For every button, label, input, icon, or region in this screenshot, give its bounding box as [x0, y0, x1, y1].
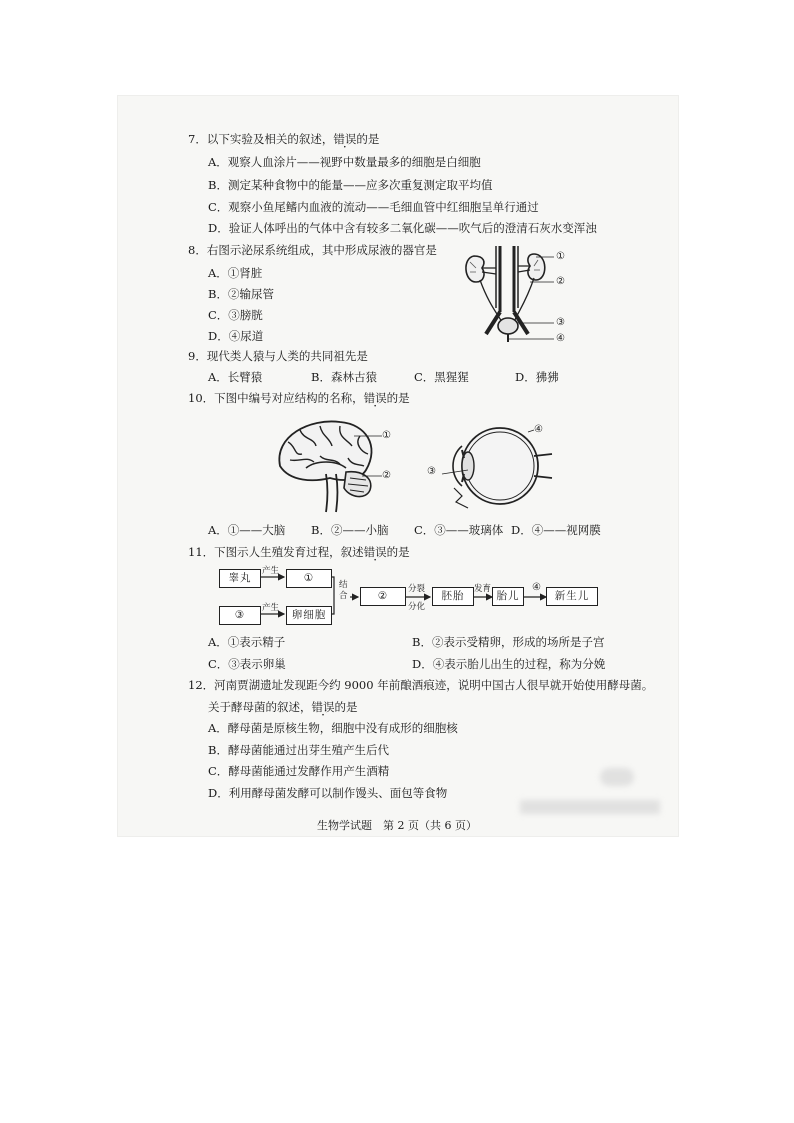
flow-develop-label: 发育	[474, 584, 492, 594]
q7-stem	[188, 131, 379, 147]
eye-label-3: ③	[427, 466, 436, 477]
q10-stem-emphasis: 错误	[363, 391, 387, 405]
q7-stem-end: 的是	[356, 132, 380, 146]
urinary-label-2: ②	[556, 276, 565, 287]
flow-sperm-box: ①	[286, 569, 332, 588]
flow-step4-label: ④	[532, 582, 541, 593]
q12-stem-text: 关于酵母菌的叙述，	[208, 700, 312, 714]
q10-stem-text: 10．下图中编号对应结构的名称，	[188, 391, 364, 405]
brain-label-2: ②	[382, 470, 391, 481]
q12-option-c: C．酵母菌能通过发酵作用产生酒精	[208, 764, 390, 778]
q7-stem-emphasis: 错误	[333, 132, 357, 146]
flow-fetus-box: 胎儿	[492, 587, 524, 606]
q9-stem: 9．现代类人猿与人类的共同祖先是	[188, 349, 368, 363]
urinary-label-4: ④	[556, 333, 565, 344]
brain-label-1: ①	[382, 430, 391, 441]
flow-ovary-box: ③	[219, 606, 261, 625]
q11-stem-text: 11．下图示人生殖发育过程，叙述	[188, 545, 364, 559]
flow-testis-box: 睾丸	[219, 569, 261, 588]
q11-option-b: B．②表示受精卵，形成的场所是子宫	[412, 635, 605, 649]
q12-stem-line1: 12．河南贾湖遗址发现距今约 9000 年前酿酒痕迹，说明中国古人很早就开始使用酵母菌。	[188, 678, 654, 692]
q10-stem-end: 的是	[386, 391, 410, 405]
q12-option-a: A．酵母菌是原核生物，细胞中没有成形的细胞核	[208, 721, 458, 735]
q7-option-a: A．观察人血涂片——视野中数量最多的细胞是白细胞	[208, 155, 481, 169]
q8-option-b: B．②输尿管	[208, 287, 274, 301]
flow-newborn-box: 新生儿	[546, 587, 598, 606]
brain-figure	[270, 416, 400, 516]
urinary-label-1: ①	[556, 251, 565, 262]
flow-egg-box: 卵细胞	[286, 606, 332, 625]
q12-stem-end: 的是	[334, 700, 358, 714]
page-footer: 生物学试题 第 2 页（共 6 页）	[317, 819, 477, 832]
q12-stem-emphasis: 错误	[311, 700, 335, 714]
q7-option-d: D．验证人体呼出的气体中含有较多二氧化碳——吹气后的澄清石灰水变浑浊	[208, 221, 597, 235]
q10-stem	[188, 390, 410, 406]
blurred-mark-1	[600, 768, 634, 786]
q10-option-a: A．①——大脑	[208, 523, 286, 537]
blurred-mark-2	[520, 800, 660, 814]
q9-option-d: D．狒狒	[515, 370, 559, 384]
urinary-label-3: ③	[556, 317, 565, 328]
q11-stem	[188, 544, 410, 560]
q7-option-c: C．观察小鱼尾鳍内血液的流动——毛细血管中红细胞呈单行通过	[208, 200, 539, 214]
q7-option-b: B．测定某种食物中的能量——应多次重复测定取平均值	[208, 178, 493, 192]
flow-differentiate-label: 分化	[408, 602, 426, 612]
q10-option-b: B．②——小脑	[311, 523, 389, 537]
urinary-system-figure	[460, 242, 570, 350]
q8-stem: 8．右图示泌尿系统组成，其中形成尿液的器官是	[188, 243, 437, 257]
q9-option-a: A．长臂猿	[208, 370, 263, 384]
q12-option-d: D．利用酵母菌发酵可以制作馒头、面包等食物	[208, 786, 448, 800]
flow-produce-label-1: 产生	[262, 566, 280, 576]
flow-embryo-box: 胚胎	[432, 587, 474, 606]
flow-combine-label: 结合	[339, 580, 348, 601]
q12-option-b: B．酵母菌能通过出芽生殖产生后代	[208, 743, 389, 757]
q11-stem-end: 的是	[386, 545, 410, 559]
flow-divide-label: 分裂	[408, 584, 426, 594]
q12-stem-line2	[208, 699, 358, 715]
q9-option-c: C．黑猩猩	[414, 370, 469, 384]
q7-stem-text: 7．以下实验及相关的叙述，	[188, 132, 334, 146]
q10-option-d: D．④——视网膜	[511, 523, 601, 537]
q11-stem-emphasis: 错误	[363, 545, 387, 559]
q10-option-c: C．③——玻璃体	[414, 523, 504, 537]
q11-option-c: C．③表示卵巢	[208, 657, 286, 671]
q11-option-a: A．①表示精子	[208, 635, 286, 649]
flow-produce-label-2: 产生	[262, 603, 280, 613]
q8-option-a: A．①肾脏	[208, 266, 263, 280]
q9-option-b: B．森林古猿	[311, 370, 377, 384]
q8-option-d: D．④尿道	[208, 329, 264, 343]
flow-zygote-box: ②	[360, 587, 406, 606]
eye-label-4: ④	[534, 424, 543, 435]
q11-option-d: D．④表示胎儿出生的过程，称为分娩	[412, 657, 606, 671]
q8-option-c: C．③膀胱	[208, 308, 263, 322]
